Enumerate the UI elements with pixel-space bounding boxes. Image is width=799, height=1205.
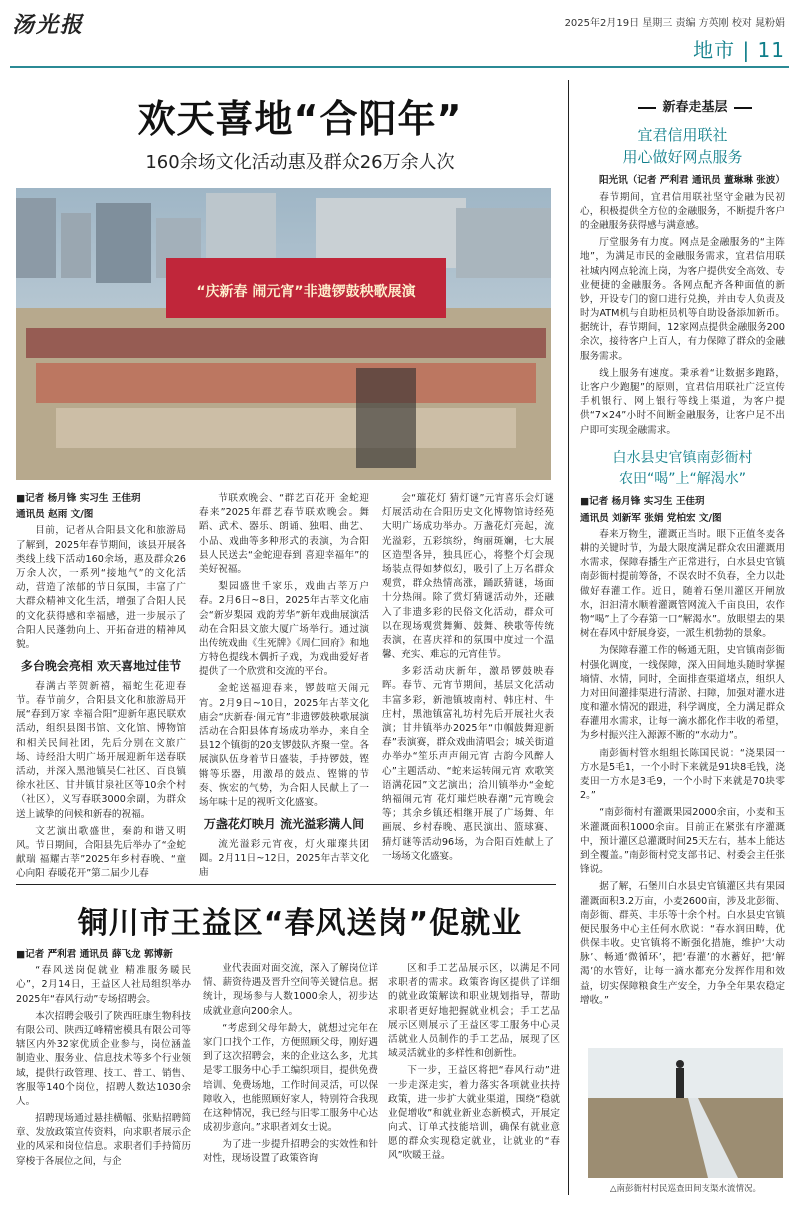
main-subheadline: 160余场文化活动惠及群众26万余人次 [145, 152, 455, 173]
story-yijun-lead: 阳光讯（记者 严利君 通讯员 董琳琳 张波） [598, 175, 785, 187]
festival-photo [16, 188, 551, 480]
bottom-paragraph: “春风送岗促就业 精准服务暖民心”，2月14日，王益区人社局组织举办2025年“春风行动”专场招聘会。 [16, 965, 191, 1005]
story-baishui-byline: ■记者 杨月锋 实习生 王佳玥 [580, 496, 705, 508]
story-baishui-byline-2: 通讯员 刘新军 张娟 党柏宏 文/图 [580, 512, 722, 524]
stage-banner-text: “庆新春 闹元宵”非遗锣鼓秧歌展演 [196, 284, 416, 300]
story-paragraph: 据了解，石堡川白水县史官镇灌区共有果园灌溉面积3.2万亩，小麦2600亩，涉及北彭衙、南彭衙、群英、丰乐等十余个村。白水县史官镇便民服务中心主任何水欣说：“春水润田畴，优供保丰收。史官镇将不断强化措施，维护‘大动脉’、畅通‘微循环’，把‘春灌’的水蓄好，把‘解渴’的水管好，让每一滴水都充分发挥作用和效益，切实保障粮食生产安全，力争全年果农稳定增收。” [580, 881, 785, 1006]
canal-photo-illustration [588, 1048, 783, 1178]
main-byline-2: 通讯员 赵雨 文/图 [16, 509, 94, 521]
story-paragraph: 春来万物生，灌溉正当时。眼下正值冬麦各耕的关键时节，为最大限度满足群众农田灌溉用水需求，保障春播生产正常进行，白水县史官镇南彭衙村提前筹备，不误农时不负春，全力以赴做好春灌工作。近日，随着石堡川灌区开闸放水，汩汩清水顺着灌溉管网流入千亩良田，农作物“喝”上了今春第一口“解渴水”。放眼望去的果树在春风中舒展身姿，一派生机勃勃的景象。 [580, 528, 785, 640]
main-paragraph: 会“璀花灯 猜灯谜”元宵喜乐会灯谜灯展活动在合阳历史文化博物馆诗经苑大明广场成功举办。万盏花灯亮起，流光溢彩，五彩缤纷，绚丽斑斓，七大展区造型各异，独具匠心，将整个灯会现场装点得如梦似幻，吸引了上万名群众观赏，群众热情高涨，踊跃猜谜，场面十分热闹。除了赏灯猜谜活动外，还融入了非遗多彩的民俗文化活动，群众可以在现场观赏舞狮、鼓舞、秧歌等传统表演，在喜庆祥和的氛围中度过一个温馨、充实、难忘的元宵佳节。 [382, 493, 554, 661]
story-paragraph: 春节期间，宜君信用联社坚守金融为民初心，积极提供全方位的金融服务，不断提升客户的金融服务获得感与满意感。 [580, 191, 785, 231]
vertical-divider [568, 80, 569, 1195]
story-baishui [580, 448, 785, 1011]
main-paragraph: 梨园盛世千家乐，戏曲古莘万户春。2月6日~8日，2025年古莘文化庙会“新岁梨园 戏韵芳华”新年戏曲展演活动在合阳县文旅大厦广场举行。通过演出传统戏曲《生死牌》《周仁回府》和地方特色提线木偶折子戏，为戏曲爱好者提供了一个欣赏和交流的平台。 [199, 581, 369, 678]
festival-photo-illustration [16, 188, 551, 480]
story-paragraph: 为保障春灌工作的畅通无阻，史官镇南彭衙村强化调度，一线保障，深入田间地头随时掌握墒情、水情，同时，全面排查渠道堵点，组织人力对田间灌排渠进行清淤、扫障，加强对灌水进度和灌水情况的跟进，科学调度，全力满足群众春灌用水需求，让每一滴水都化作丰收的希望，为乡村振兴注入源源不断的“水动力”。 [580, 645, 785, 742]
main-byline: ■记者 杨月锋 实习生 王佳玥 [16, 493, 141, 504]
section-label: 地市 | 11 [693, 38, 785, 62]
bottom-paragraph: 为了进一步提升招聘会的实效性和针对性，现场设置了政策咨询 [203, 1139, 378, 1165]
main-subheading-1: 多台晚会亮相 欢天喜地过佳节 [20, 659, 182, 674]
main-column-1 [16, 492, 186, 884]
section-divider [16, 884, 556, 885]
main-column-3 [382, 492, 554, 867]
dateline: 2025年2月19日 星期三 责编 方英刚 校对 晁粉娟 [564, 18, 785, 29]
story-paragraph: 线上服务有速度。秉承着“让数据多跑路，让客户少跑腿”的原则，宜君信用联社广泛宣传手机银行、网上银行等线上渠道，为客户提供“7×24”小时不间断金融服务，让客户足不出户即可实现金融需求。 [580, 367, 785, 436]
canal-photo-caption: △南彭衙村村民巡查田间支渠水流情况。 [609, 1184, 762, 1194]
bottom-paragraph: 业代表面对面交流，深入了解岗位详情、薪资待遇及晋升空间等关键信息。据统计，现场参与人数1000余人，初步达成就业意向200余人。 [203, 963, 378, 1017]
main-paragraph: 节联欢晚会、“群艺百花开 金蛇迎春来”2025年群艺春节联欢晚会。舞蹈、武术、器乐、朗诵、独唱、曲艺、小品、戏曲等多种形式的表演，为合阳县人民送去“金蛇迎春到 喜迎幸福年”的美好祝福。 [199, 493, 369, 575]
story-yijun-title-2: 用心做好网点服务 [622, 148, 743, 167]
bottom-paragraph: 区和手工艺品展示区，以满足不同求职者的需求。政策咨询区提供了详细的就业政策解读和职业规划指导，帮助求职者更好地把握就业机会；手工艺品展示区则展示了王益区零工服务中心灵活就业人员制作的手工艺品，展现了区域灵活就业的多样性和创新性。 [388, 963, 560, 1060]
main-subheading-2: 万盏花灯映月 流光溢彩满人间 [203, 817, 365, 832]
story-yijun-title-1: 宜君信用联社 [637, 126, 728, 144]
bottom-paragraph: 招聘现场通过悬挂横幅、张贴招聘简章、发放政策宣传资料，向求职者展示企业的风采和岗位信息。求职者们手持简历穿梭于各展位之间，与企 [16, 1113, 191, 1167]
story-baishui-title-1: 白水县史官镇南彭衙村 [612, 450, 753, 466]
main-paragraph: 文艺演出歌盛世，秦韵和谐又明风。节日期间，合阳县先后举办了“金蛇献瑞 福耀古莘”2025年乡村春晚、“童心向阳 春暖花开”第二届少儿春 [16, 825, 186, 880]
main-paragraph: 目前，记者从合阳县文化和旅游局了解到，2025年春节期间，该县开展各类线上线下活动160余场，惠及群众26万余人次，一系列“接地气”的文化活动，营造了浓郁的节日氛围，丰富了广大群众精神文化生活，增强了合阳人民的文化获得感和幸福感，进一步展示了合阳人民蓬勃向上、开拓奋进的精神风貌。 [16, 525, 186, 650]
bottom-paragraph: 下一步，王益区将把“春风行动”进一步走深走实，着力落实各项就业扶持政策，进一步扩大就业渠道，围绕“稳就业促增收”和就业新业态新模式，开展定向式、订单式技能培训，确保有就业意愿的群众实现稳定就业，让就业的“春风”吹暖王益。 [388, 1065, 560, 1162]
header-rule [10, 66, 789, 68]
canal-photo [588, 1048, 783, 1178]
bottom-column-2 [203, 962, 378, 1170]
bottom-byline: ■记者 严利君 通讯员 薛飞龙 郭博新 [16, 949, 173, 960]
story-paragraph: “南彭衙村有灌溉果园2000余亩，小麦和玉米灌溉面积1000余亩。目前正在紧张有序灌溉中，预计灌区总灌溉时间25天左右，基本上能达到全覆盖。”南彭衙村党支部书记、村委会主任张锋说。 [580, 807, 785, 876]
story-paragraph: 厅堂服务有力度。网点是金融服务的“主阵地”，为满足市民的金融服务需求，宜君信用联社城内网点轮流上岗，为客户提供安全高效、专业便捷的金融服务。各网点配齐各种面值的新钞，开设专门的窗口进行兑换，并由专人负责及时为ATM机与自助柜员机等自助设备添加新币。据统计，春节期间，12家网点提供金融服务200余次，接待客户上百人，有力保障了群众的金融服务需求。 [580, 237, 785, 362]
main-column-2 [199, 492, 369, 883]
bottom-paragraph: “考虑到父母年龄大，就想过完年在家门口找个工作，方便照顾父母，刚好遇到了这次招聘会，来的企业这么多，尤其是零工服务中心手工编织项目，提供免费培训、免费场地，工作时间灵活，可以保障收入，也能照顾好家人，特别符合我现在这种情况，我已经与旧零工服务中心达成初步意向。”求职者刘女士说。 [203, 1022, 378, 1134]
feature-band: 新春走基层 [610, 96, 780, 115]
story-baishui-title-2: 农田“喝”上“解渴水” [618, 470, 746, 487]
bottom-headline: 铜川市王益区“春风送岗”促就业 [77, 906, 523, 941]
bottom-paragraph: 本次招聘会吸引了陕西旺康生物科技有限公司、陕西辽峰精密模具有限公司等辖区内外32家优质企业参与，岗位涵盖制造业、服务业、信息技术等多个行业领域，提供行政管理、技工、普工、销售、客服等140个岗位，招聘人数达1030余人。 [16, 1010, 191, 1107]
main-paragraph: 春满古莘贺新禧，福蛇生花迎春节。春节前夕，合阳县文化和旅游局开展“春到万家 幸福合阳”迎新年惠民联欢活动，组织县图书馆、文化馆、博物馆和相关民间社团，先后分别在文旅广场、诗经沿大明广场开展迎新年送春联活动，并深入黑池镇吴仁社区、百良镇徐水社区、甘井镇甘泉社区等10余个村（社区），义写春联3000余副，为群众送上诚挚的问候和新春的祝福。 [16, 680, 186, 820]
main-paragraph: 多彩活动庆新年，激昂锣鼓映春晖。春节、元宵节期间，基层文化活动丰富多彩，新池镇坡南村、韩庄村、牛庄村，黑池镇富礼坊村先后开展社火表演；甘井镇举办2025年“巾帼鼓舞迎新春”表演赛，群众戏曲清唱会；城关街道办举办“笙乐声声闹元宵 古韵今风醉人心”主题活动、“蛇来运转闹元宵 欢歌笑语满花园”文艺演出；洽川镇举办“金蛇纳福闹元宵 花灯璀烂映春潮”元宵晚会等；其余乡镇还相继开展了广场舞、年画展、乡村春晚、惠民演出、篮球赛、猜灯谜等活动96场，为合阳百姓献上了一场场文化盛宴。 [382, 666, 554, 862]
newspaper-masthead: 汤光报 [12, 12, 85, 38]
bottom-column-1 [16, 948, 191, 1172]
bottom-column-3 [388, 962, 560, 1167]
story-yijun [580, 124, 785, 441]
main-headline: 欢天喜地“合阳年” [137, 97, 463, 141]
story-paragraph: 南彭衙村管水组组长陈国民说：“浇果园一方水是5毛1，一个小时下来就是91块8毛钱，浇麦田一方水是3毛9，一个小时下来就是70块零2。” [580, 747, 785, 802]
main-paragraph: 金蛇送福迎春来，锣鼓喧天闹元宵。2月9日~10日，2025年古莘文化庙会“庆新春·闹元宵”非遗锣鼓秧歌展演活动在合阳县体育场成功举办，来自全县12个镇街的20支锣鼓队齐聚一堂。各展演队伍身着节日盛装，手持锣鼓，铿锵等乐器，用激昂的鼓点、铿锵的节奏、恢宏的气势，为合阳人民献上了一场年味十足的视听文化盛宴。 [199, 683, 369, 808]
main-paragraph: 流光溢彩元宵夜，灯火璀璨共团圆。2月11日~12日，2025年古莘文化庙 [199, 838, 369, 879]
performer-crowd [26, 328, 546, 448]
